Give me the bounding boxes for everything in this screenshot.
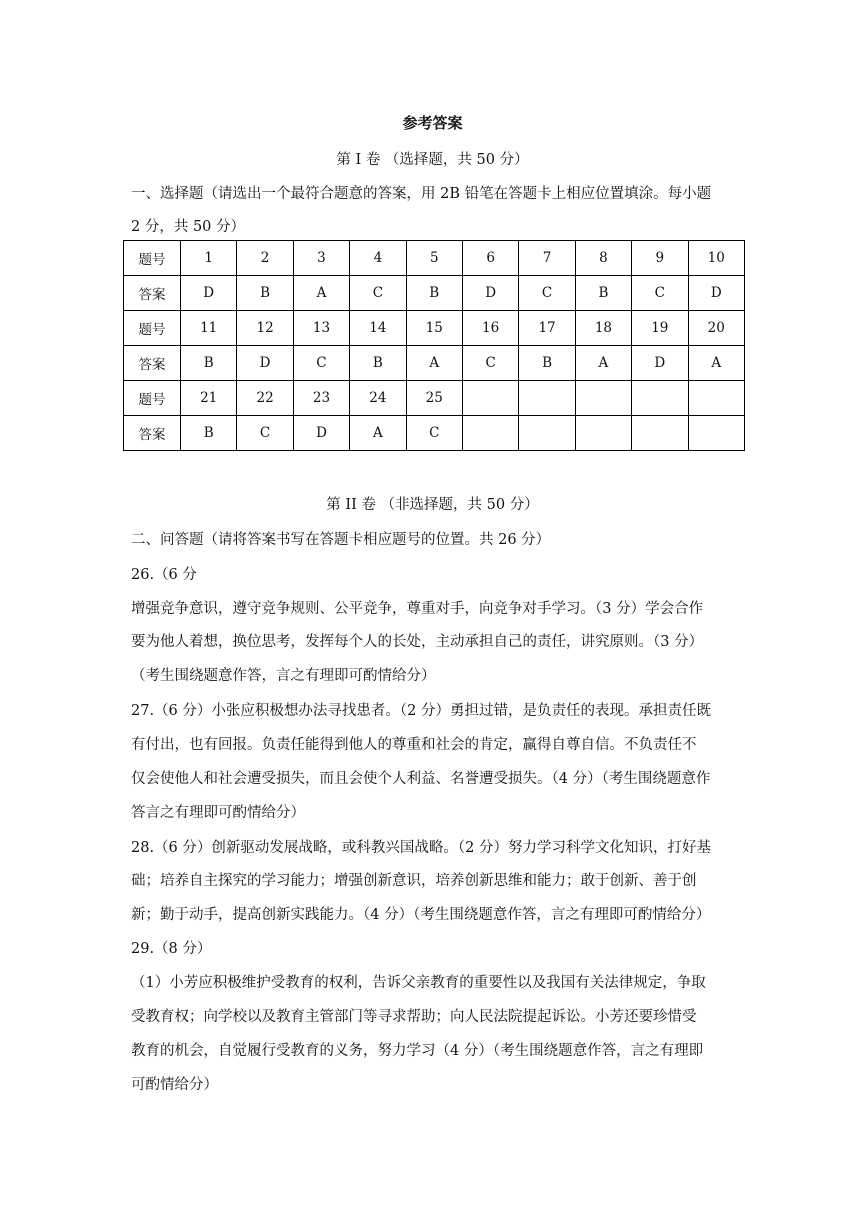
question-number-cell: 12 [237,311,293,346]
question-number-cell [575,381,631,416]
answer-cell: B [181,346,237,381]
answer-cell: D [237,346,293,381]
question-number-cell: 7 [519,241,575,276]
answer-cell: A [575,346,631,381]
text-line: 增强竞争意识，遵守竞争规则、公平竞争，尊重对手，向竞争对手学习。（3 分）学会合作 [131,601,704,617]
question-number-cell: 24 [350,381,406,416]
answer-cell: A [406,346,462,381]
question-number-cell: 6 [462,241,518,276]
question-number-row [124,311,745,346]
text-line: 新；勤于动手，提高创新实践能力。（4 分）（考生围绕题意作答，言之有理即可酌情给分） [131,907,711,923]
question-number-cell: 15 [406,311,462,346]
question-number-cell: 25 [406,381,462,416]
answer-cell [688,416,744,451]
question-number-cell: 17 [519,311,575,346]
question-number-cell: 4 [350,241,406,276]
answer-cell: D [293,416,349,451]
answer-cell: B [519,346,575,381]
row-label: 题号 [124,311,181,346]
question-number-cell: 16 [462,311,518,346]
answer-cell: A [293,276,349,311]
text-line: 可酌情给分） [131,1077,218,1093]
answer-cell: D [181,276,237,311]
section2-heading: 第 II 卷 （非选择题，共 50 分） [326,497,539,513]
question-number-cell: 8 [575,241,631,276]
text-line: 础；培养自主探究的学习能力；增强创新意识，培养创新思维和能力；敢于创新、善于创 [131,873,697,889]
answer-cell [632,416,688,451]
answer-cell: C [237,416,293,451]
answer-cell: D [462,276,518,311]
question-number-cell: 23 [293,381,349,416]
text-line: 27.（6 分）小张应积极想办法寻找患者。（2 分）勇担过错，是负责任的表现。承担责任既 [131,703,711,719]
row-label: 答案 [124,416,181,451]
answer-cell: A [688,346,744,381]
page-title: 参考答案 [402,114,463,132]
section1-instruction-line2: 2 分，共 50 分） [131,219,246,235]
answer-cell [519,416,575,451]
question-number-cell [632,381,688,416]
question-number-cell: 3 [293,241,349,276]
answer-cell: A [350,416,406,451]
question-number-cell: 20 [688,311,744,346]
row-label: 答案 [124,276,181,311]
question-number-cell: 11 [181,311,237,346]
question-number-cell: 14 [350,311,406,346]
text-line: 28.（6 分）创新驱动发展战略，或科教兴国战略。（2 分）努力学习科学文化知识，打好基 [131,840,711,856]
answer-cell: B [406,276,462,311]
question-number-cell: 1 [181,241,237,276]
answer-cell: B [181,416,237,451]
text-line: 有付出，也有回报。负责任能得到他人的尊重和社会的肯定，赢得自尊自信。不负责任不 [131,737,697,753]
text-line: 教育的机会，自觉履行受教育的义务，努力学习（4 分）（考生围绕题意作答，言之有理即 [131,1043,704,1059]
answer-row [124,416,745,451]
answer-cell: C [519,276,575,311]
question-number-cell: 5 [406,241,462,276]
answer-cell: B [575,276,631,311]
answer-cell: C [462,346,518,381]
answer-cell: C [350,276,406,311]
question-number-cell: 2 [237,241,293,276]
question-number-cell: 9 [632,241,688,276]
text-line: 仅会使他人和社会遭受损失，而且会使个人利益、名誉遭受损失。（4 分）（考生围绕题意作 [131,771,711,787]
text-line: （考生围绕题意作答，言之有理即可酌情给分） [131,668,436,684]
answer-cell: C [632,276,688,311]
question-number-cell [462,381,518,416]
text-line: （1）小芳应积极维护受教育的权利，告诉父亲教育的重要性以及我国有关法律规定，争取 [131,975,706,991]
question-number-cell: 22 [237,381,293,416]
answer-cell [462,416,518,451]
question-number-cell: 13 [293,311,349,346]
section1-instruction-line1: 一、选择题（请选出一个最符合题意的答案，用 2B 铅笔在答题卡上相应位置填涂。每小题 [131,186,712,202]
row-label: 题号 [124,381,181,416]
question-number-cell [688,381,744,416]
answer-cell: C [293,346,349,381]
answer-table [123,240,745,451]
answer-cell: B [350,346,406,381]
text-line: 答言之有理即可酌情给分） [131,805,305,821]
answer-cell: D [688,276,744,311]
text-line: 26.（6 分 [131,567,197,583]
question-number-cell [519,381,575,416]
section1-heading: 第 I 卷 （选择题，共 50 分） [336,152,529,168]
row-label: 答案 [124,346,181,381]
answer-cell [575,416,631,451]
text-line: 29.（8 分） [131,941,212,957]
text-line: 受教育权；向学校以及教育主管部门等寻求帮助；向人民法院提起诉讼。小芳还要珍惜受 [131,1009,697,1025]
question-number-row [124,381,745,416]
question-number-row [124,241,745,276]
answer-cell: D [632,346,688,381]
section2-instruction: 二、问答题（请将答案书写在答题卡相应题号的位置。共 26 分） [131,532,551,548]
question-number-cell: 18 [575,311,631,346]
question-number-cell: 21 [181,381,237,416]
answer-cell: B [237,276,293,311]
answer-row [124,346,745,381]
question-number-cell: 19 [632,311,688,346]
question-number-cell: 10 [688,241,744,276]
answer-row [124,276,745,311]
text-line: 要为他人着想，换位思考，发挥每个人的长处，主动承担自己的责任，讲究原则。（3 分） [131,634,704,650]
answer-cell: C [406,416,462,451]
row-label: 题号 [124,241,181,276]
